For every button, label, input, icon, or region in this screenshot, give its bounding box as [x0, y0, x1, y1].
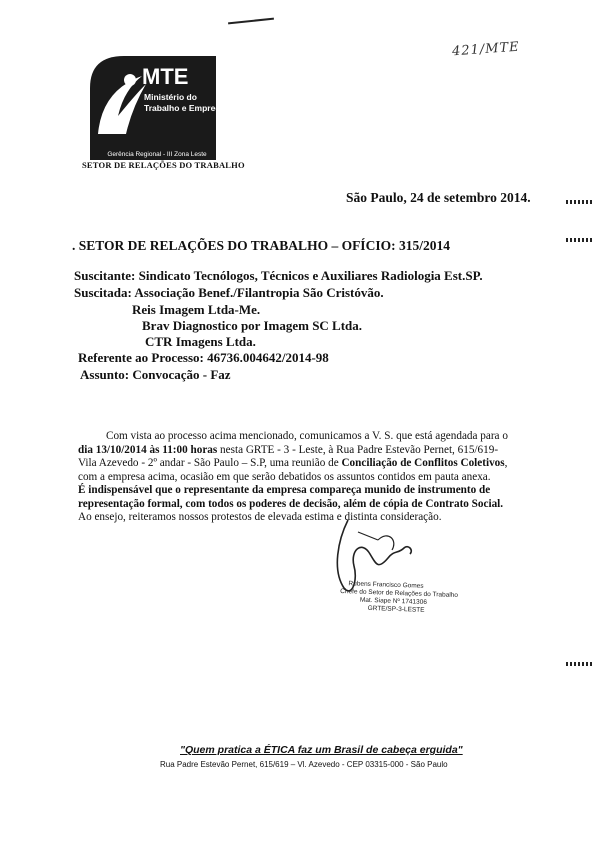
suscitada-label: Suscitada:	[74, 285, 132, 300]
body-line-bold: representação formal, com todos os poderes de decisão, além de cópia de Contrato Social.	[78, 497, 504, 510]
logo-regional: Gerência Regional - III Zona Leste	[107, 151, 207, 158]
body-line	[78, 457, 558, 471]
body-line-text: ,	[504, 457, 508, 469]
signature-block	[339, 580, 458, 616]
scan-edge-mark	[566, 200, 594, 204]
sector-label: SETOR DE RELAÇÕES DO TRABALHO	[82, 160, 245, 170]
mte-logo	[84, 50, 224, 170]
suscitada-item: Associação Benef./Filantropia São Cristóvão.	[134, 285, 384, 300]
suscitada-item: Reis Imagem Ltda-Me.	[132, 302, 261, 317]
processo-row	[78, 350, 329, 366]
scan-scribble-top	[228, 18, 274, 25]
body-line	[78, 444, 558, 458]
meeting-type: Conciliação de Conflitos Coletivos	[341, 457, 505, 469]
logo-abbr: MTE	[142, 64, 189, 89]
footer-quote: "Quem pratica a ÉTICA faz um Brasil de cabeça erguida"	[180, 744, 463, 756]
heading-text: SETOR DE RELAÇÕES DO TRABALHO – OFÍCIO: 315/2014	[78, 238, 450, 253]
suscitada-item: Brav Diagnostico por Imagem SC Ltda.	[142, 318, 363, 333]
signer-unit: GRTE/SP-3-LESTE	[367, 604, 425, 614]
suscitante-label: Suscitante:	[74, 268, 136, 283]
handwritten-note: 421/MTE	[451, 39, 521, 60]
footer-address: Rua Padre Estevão Pernet, 615/619 – Vl. Azevedo - CEP 03315-000 - São Paulo	[160, 760, 448, 769]
signer-mat: Mat. Siape Nº 1741306	[359, 596, 428, 606]
heading-bullet: .	[72, 238, 79, 253]
scan-edge-mark	[566, 238, 594, 242]
body-line-text: nesta GRTE - 3 - Leste, à Rua Padre Estevão Pernet, 615/619-	[217, 443, 499, 456]
body-line-bold: É indispensável que o representante da empresa compareça munido de instrumento de	[78, 484, 491, 496]
scan-edge-mark	[566, 662, 594, 666]
signer-name: Rubens Francisco Gomes	[348, 580, 424, 590]
meeting-datetime: dia 13/10/2014 às 11:00 horas	[78, 443, 218, 456]
suscitada-item: CTR Imagens Ltda.	[145, 334, 256, 349]
body-line-text: Vila Azevedo - 2º andar - São Paulo – S.P, uma reunião de	[78, 457, 342, 469]
processo-label: Referente ao Processo:	[78, 350, 204, 365]
logo-name-line2: Trabalho e Emprego	[144, 103, 226, 113]
assunto-row	[80, 367, 231, 383]
suscitada-row	[74, 285, 384, 301]
body-line: Ao ensejo, reiteramos nossos protestos de elevada estima e distinta consideração.	[78, 511, 442, 523]
assunto-label: Assunto:	[80, 367, 130, 382]
date-line: São Paulo, 24 de setembro 2014.	[346, 190, 531, 205]
signer-role: Chefe do Setor de Relações do Trabalho	[340, 587, 459, 600]
processo-value: 46736.004642/2014-98	[207, 350, 329, 365]
suscitante-value: Sindicato Tecnólogos, Técnicos e Auxiliares Radiologia Est.SP.	[138, 268, 483, 283]
body-line: Com vista ao processo acima mencionado, comunicamos a V. S. que está agendada para o	[106, 430, 508, 442]
suscitante-row	[74, 268, 483, 284]
document-heading	[72, 238, 450, 254]
assunto-value: Convocação - Faz	[132, 367, 231, 382]
logo-name-line1: Ministério do	[144, 92, 197, 102]
body-line: com a empresa acima, ocasião em que serão debatidos os assuntos contidos em pauta anexa.	[78, 470, 491, 483]
